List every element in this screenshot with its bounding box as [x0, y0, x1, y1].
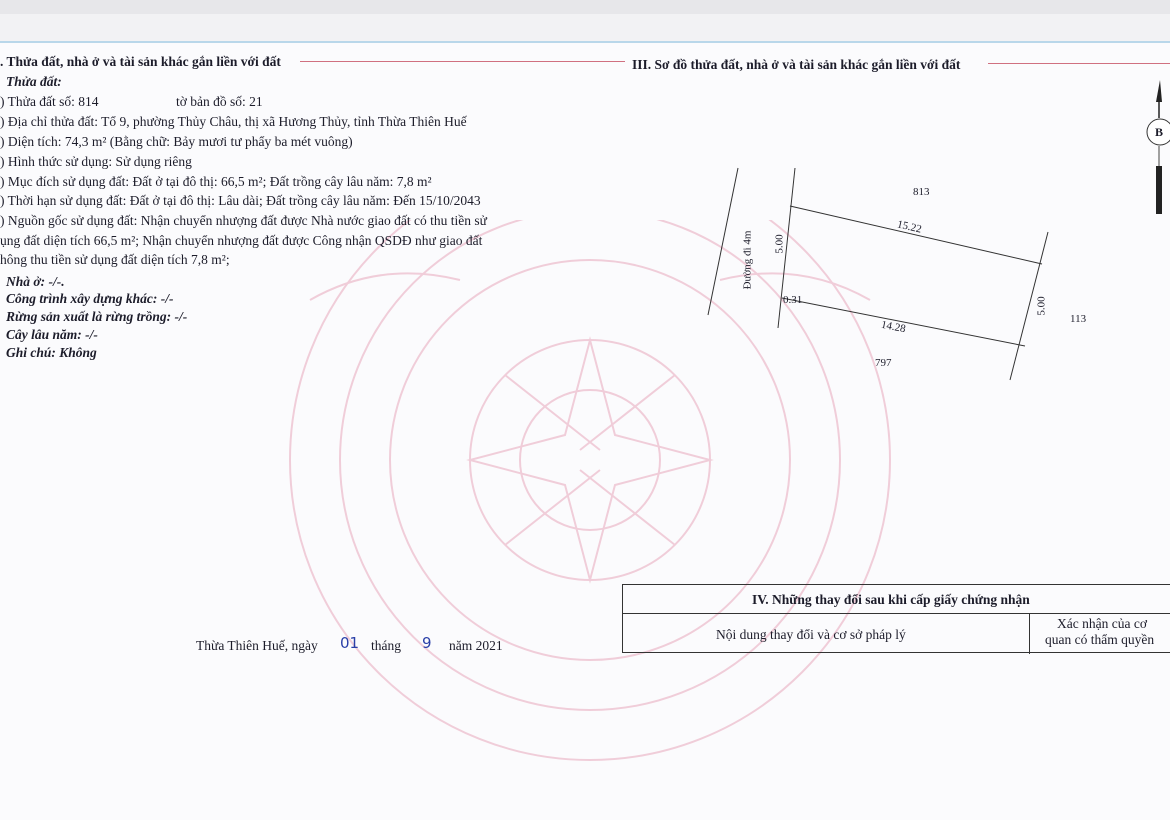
title-rule [300, 61, 625, 62]
use-origin-line1: ) Nguồn gốc sử dụng đất: Nhận chuyển nhượng đất được Nhà nước giao đất có thu tiền sử [0, 213, 487, 228]
north-label: B [1155, 125, 1164, 139]
other-works-item: Công trình xây dựng khác: -/- [6, 291, 174, 306]
date-month-label: tháng [371, 638, 401, 653]
parcel-area: ) Diện tích: 74,3 m² (Bằng chữ: Bảy mươi tư phẩy ba mét vuông) [0, 134, 353, 149]
changes-col-confirm-line2: quan có thẩm quyền [1045, 632, 1155, 647]
changes-table-divider [1029, 613, 1030, 654]
road-label: Đường đi 4m [741, 230, 754, 290]
top-length: 15.22 [895, 218, 923, 236]
top-bar [0, 0, 1170, 14]
right-width: 5.00 [1035, 296, 1048, 316]
date-month: 9 [422, 634, 432, 652]
changes-title: IV. Những thay đổi sau khi cấp giấy chứng nhận [752, 592, 1030, 607]
date-year: năm 2021 [449, 638, 503, 653]
neighbor-113: 113 [1070, 313, 1087, 325]
use-purpose: ) Mục đích sử dụng đất: Đất ở tại đô thị: 66,5 m²; Đất trồng cây lâu năm: 7,8 m² [0, 174, 432, 189]
neighbor-797: 797 [875, 357, 892, 369]
section-left-title: . Thửa đất, nhà ở và tài sản khác gắn liền với đất [0, 54, 281, 69]
forest-item: Rừng sản xuất là rừng trồng: -/- [6, 309, 188, 324]
parcel-address: ) Địa chỉ thửa đất: Tổ 9, phường Thủy Châu, thị xã Hương Thủy, tỉnh Thừa Thiên Huế [0, 114, 467, 129]
map-sheet-number: tờ bản đồ số: 21 [176, 94, 263, 109]
left-width: 5.00 [773, 234, 786, 254]
north-arrow-icon [1140, 78, 1170, 218]
use-origin-line3: hông thu tiền sử dụng đất diện tích 7,8 m²; [0, 252, 230, 267]
offset-value: 0.31 [783, 294, 803, 306]
changes-col-content: Nội dung thay đổi và cơ sở pháp lý [716, 627, 906, 642]
note-item: Ghi chú: Không [6, 345, 97, 360]
date-prefix: Thừa Thiên Huế, ngày [196, 638, 318, 653]
parcel-heading: Thửa đất: [6, 74, 62, 89]
use-form: ) Hình thức sử dụng: Sử dụng riêng [0, 154, 192, 169]
section-right-rule [988, 63, 1170, 64]
neighbor-813: 813 [913, 186, 930, 198]
page-top-strip [0, 14, 1170, 43]
blue-rule [0, 41, 1170, 43]
parcel-number: ) Thửa đất số: 814 [0, 94, 99, 109]
perennial-item: Cây lâu năm: -/- [6, 327, 98, 342]
changes-col-confirm-line1: Xác nhận của cơ [1057, 616, 1147, 631]
use-origin-line2: ụng đất diện tích 66,5 m²; Nhận chuyển nhượng đất được Công nhận QSDĐ như giao đất [0, 233, 483, 248]
section-right-title: III. Sơ đồ thửa đất, nhà ở và tài sản khác gắn liền với đất [632, 57, 961, 72]
house-item: Nhà ở: -/-. [6, 274, 65, 289]
date-day: 01 [340, 634, 360, 652]
bottom-length: 14.28 [880, 318, 907, 336]
use-term: ) Thời hạn sử dụng đất: Đất ở tại đô thị: Lâu dài; Đất trồng cây lâu năm: Đến 15/10/2043 [0, 193, 481, 208]
road-edge-line [708, 168, 738, 315]
